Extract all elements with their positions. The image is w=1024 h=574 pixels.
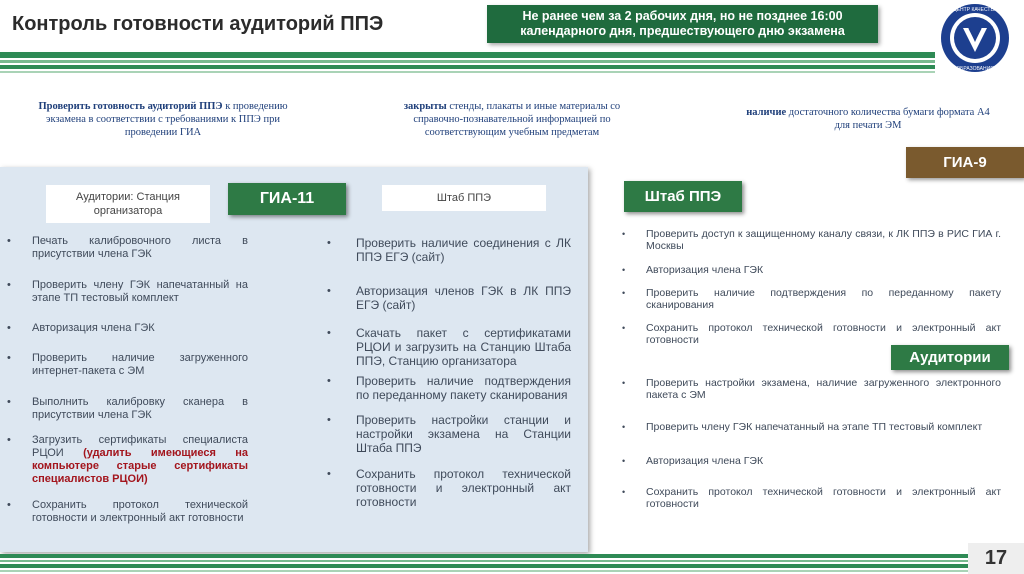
list-item: • Авторизация членов ГЭК в ЛК ППЭ ЕГЭ (сайт) (322, 284, 571, 312)
list-item: • Авторизация члена ГЭК (620, 455, 1001, 467)
mcko-logo (934, 2, 1016, 74)
list-item: • Авторизация члена ГЭК (2, 322, 248, 335)
list-item: • Проверить наличие подтверждения по переданному пакету сканирования (620, 287, 1001, 311)
list-item: • Сохранить протокол технической готовности и электронный акт готовности (2, 499, 248, 525)
gia11-station-list (2, 235, 248, 525)
gia11-shtab-list (322, 236, 571, 509)
top-item-paper: наличие достаточного количества бумаги формата А4 для печати ЭМ (746, 107, 990, 131)
list-item: • Проверить члену ГЭК напечатанный на этапе ТП тестовый комплект (620, 421, 1001, 433)
svg-text:ОБРАЗОВАНИЯ: ОБРАЗОВАНИЯ (956, 66, 994, 72)
shtab-box-gia11: Штаб ППЭ (382, 185, 546, 211)
auditoriums-station-box: Аудитории: Станция организатора (46, 185, 210, 223)
list-item: • Печать калибровочного листа в присутствии члена ГЭК (2, 235, 248, 261)
svg-text:ЦЕНТР КАЧЕСТВА: ЦЕНТР КАЧЕСТВА (953, 7, 997, 13)
list-item: • Проверить настройки экзамена, наличие загруженного электронного пакета с ЭМ (620, 377, 1001, 401)
footer-stripes (0, 552, 980, 574)
slide-title: Контроль готовности аудиторий ППЭ (12, 13, 384, 35)
gia9-auditoriums-tag: Аудитории (891, 345, 1009, 370)
deadline-banner: Не ранее чем за 2 рабочих дня, но не позднее 16:00 календарного дня, предшествующего дню экзамена (487, 5, 878, 43)
list-item: • Проверить наличие подтверждения по переданному пакету сканирования (322, 374, 571, 402)
gia9-shtab-tag: Штаб ППЭ (624, 181, 742, 212)
list-item: • Проверить доступ к защищенному каналу связи, к ЛК ППЭ в РИС ГИА г. Москвы (620, 228, 1001, 252)
list-item: • Проверить настройки станции и настройки экзамена на Станции Штаба ППЭ (322, 413, 571, 455)
page-number: 17 (968, 543, 1024, 574)
list-item: • Проверить члену ГЭК напечатанный на этапе ТП тестовый комплект (2, 279, 248, 305)
list-item: • Сохранить протокол технической готовности и электронный акт готовности (620, 322, 1001, 346)
list-item: • Выполнить калибровку сканера в присутствии члена ГЭК (2, 396, 248, 422)
list-item: • Авторизация члена ГЭК (620, 264, 1001, 276)
list-item: • Сохранить протокол технической готовности и электронный акт готовности (322, 467, 571, 509)
gia9-tag: ГИА-9 (906, 147, 1024, 178)
top-item-ready: Проверить готовность аудиторий ППЭ к проведению экзамена в соответствии с требованиями к ППЭ при проведении ГИА (38, 101, 288, 138)
gia11-tag: ГИА-11 (228, 183, 346, 215)
list-item: • Сохранить протокол технической готовности и электронный акт готовности (620, 486, 1001, 510)
list-item: • Проверить наличие соединения с ЛК ППЭ ЕГЭ (сайт) (322, 236, 571, 264)
header-stripes (0, 52, 935, 76)
list-item: • Загрузить сертификаты специалиста РЦОИ (удалить имеющиеся на компьютере старые сертификаты специалистов РЦОИ) (2, 434, 248, 486)
top-item-closed: закрыты стенды, плакаты и иные материалы со справочно-познавательной информацией по соответствующим учебным предметам (403, 101, 621, 138)
list-item: • Проверить наличие загруженного интернет-пакета с ЭМ (2, 352, 248, 378)
gia9-shtab-list (620, 228, 1001, 346)
list-item: • Скачать пакет с сертификатами РЦОИ и загрузить на Станцию Штаба ППЭ, Станцию организатора (322, 326, 571, 368)
gia9-auditoriums-list (620, 377, 1001, 510)
